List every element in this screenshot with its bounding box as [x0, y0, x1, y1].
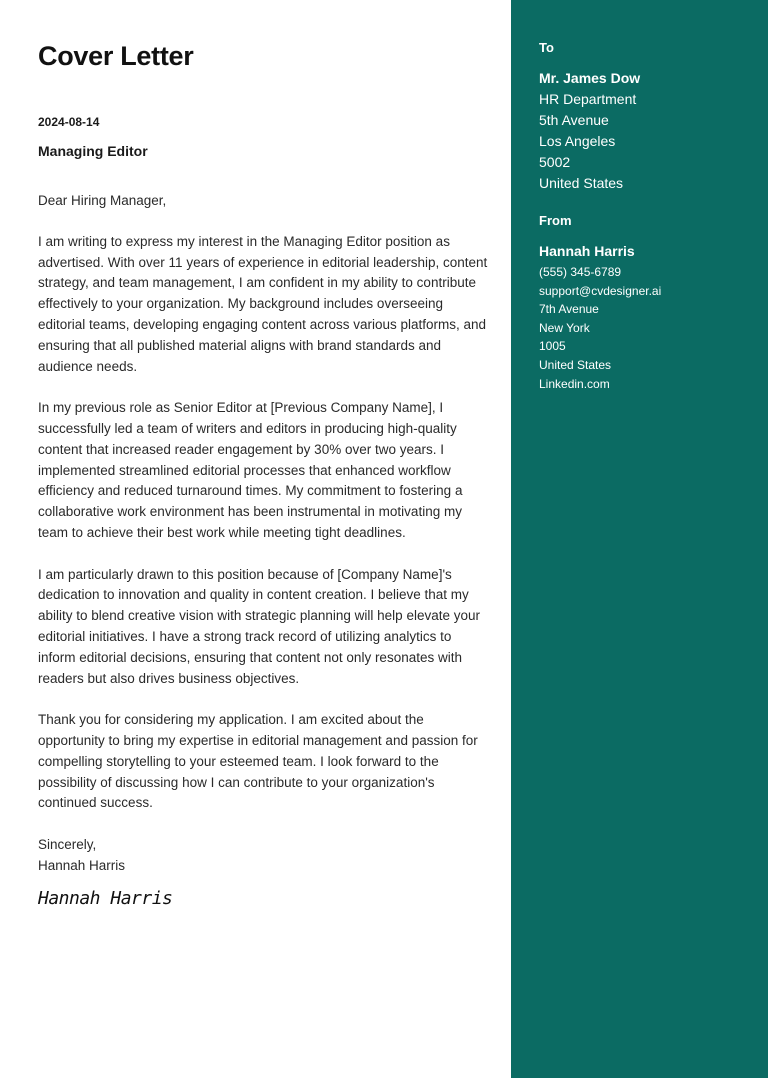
sender-country: United States — [539, 357, 612, 372]
sender-email[interactable]: support@cvdesigner.ai — [539, 283, 662, 298]
letter-content — [38, 191, 490, 877]
recipient-postal-code: 5002 — [539, 154, 571, 170]
sender-street: 7th Avenue — [539, 302, 599, 317]
sender-heading: From — [539, 213, 572, 228]
paragraph-intro: I am writing to express my interest in the Managing Editor position as advertised. With over 11 years of experience in editorial leadership, content strategy, and team management, I am confident in my ability to contribute effectively to your organization. My background includes overseeing editorial teams, developing engaging content across various platforms, and ensuring that all published material aligns with brand standards and audience needs. — [38, 233, 488, 374]
sender-linkedin-link[interactable]: Linkedin.com — [539, 376, 610, 391]
paragraph-thanks: Thank you for considering my application. I am excited about the opportunity to bring my expertise in editorial management and passion for compelling storytelling to your esteemed team. I look forward to the possibility of discussing how I can contribute to your organization's continued success. — [38, 712, 478, 811]
sender-postal-code: 1005 — [539, 339, 566, 354]
job-title: Managing Editor — [38, 143, 148, 159]
sender-block — [539, 213, 759, 393]
paragraph-experience: In my previous role as Senior Editor at [Previous Company Name], I successfully led a team of writers and editors in producing high-quality content that increased reader engagement by 30% over two years. I implemented streamlined editorial processes that enhanced workflow efficiency and reduced turnaround times. My commitment to fostering a collaborative work environment has been instrumental in motivating my team to achieve their best work while meeting tight deadlines. — [38, 400, 463, 540]
recipient-country: United States — [539, 175, 624, 191]
recipient-city: Los Angeles — [539, 133, 616, 149]
recipient-street: 5th Avenue — [539, 112, 609, 128]
handwritten-signature: Hannah Harris — [38, 888, 173, 909]
greeting: Dear Hiring Manager, — [38, 193, 167, 208]
recipient-department: HR Department — [539, 91, 637, 107]
closing-salutation: Sincerely, — [38, 836, 97, 852]
sender-phone: (555) 345-6789 — [539, 265, 622, 279]
contact-sidebar — [511, 0, 768, 1078]
letter-date: 2024-08-14 — [38, 115, 100, 129]
sender-city: New York — [539, 320, 590, 335]
page-title: Cover Letter — [38, 41, 194, 71]
sender-name: Hannah Harris — [539, 243, 635, 259]
paragraph-motivation: I am particularly drawn to this position because of [Company Name]'s dedication to innovation and quality in content creation. I believe that my ability to blend creative vision with strategic planning will help elevate your editorial initiatives. I have a strong track record of utilizing analytics to inform editorial decisions, ensuring that content not only resonates with readers but also drives business objectives. — [38, 566, 480, 686]
recipient-heading: To — [539, 40, 554, 55]
recipient-block — [539, 40, 759, 194]
closing-name: Hannah Harris — [38, 857, 126, 873]
closing-block — [38, 835, 490, 877]
recipient-name: Mr. James Dow — [539, 70, 641, 86]
